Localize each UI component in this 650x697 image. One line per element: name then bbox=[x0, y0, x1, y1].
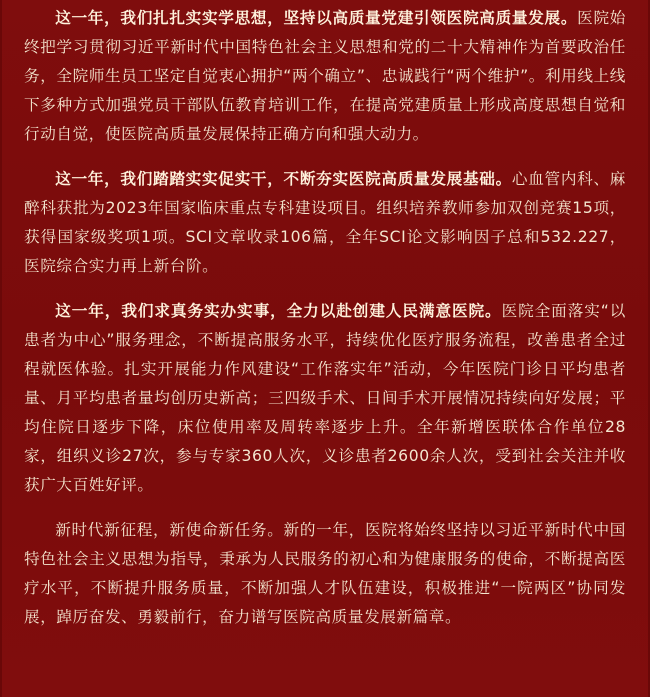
paragraph-lead: 这一年，我们扎扎实实学思想，坚持以高质量党建引领医院高质量发展。 bbox=[55, 9, 578, 27]
paragraph-text: 医院始终把学习贯彻习近平新时代中国特色社会主义思想和党的二十大精神作为首要政治任务，全院师生员工坚定自觉衷心拥护“两个确立”、忠诚践行“两个维护”。利用线上线下多种方式加强党员干部队伍教育培训工作，在提高党建质量上形成高度思想自觉和行动自觉，使医院高质量发展保持正确方向和强大动力。 bbox=[24, 9, 626, 143]
paragraph-development-foundation bbox=[24, 165, 626, 281]
paragraph-patient-satisfaction bbox=[24, 297, 626, 500]
paragraph-text: 心血管内科、麻醉科获批为2023年国家临床重点专科建设项目。组织培养教师参加双创竞赛15项，获得国家级奖项1项。SCI文章收录106篇，全年SCI论文影响因子总和532.227，医院综合实力再上新台阶。 bbox=[24, 170, 626, 275]
paragraph-lead: 这一年，我们求真务实办实事，全力以赴创建人民满意医院。 bbox=[55, 302, 502, 320]
paragraph-party-building bbox=[24, 4, 626, 149]
paragraph-lead: 这一年，我们踏踏实实促实干，不断夯实医院高质量发展基础。 bbox=[55, 170, 512, 188]
paragraph-new-journey bbox=[24, 516, 626, 632]
paragraph-text: 新时代新征程，新使命新任务。新的一年，医院将始终坚持以习近平新时代中国特色社会主义思想为指导，秉承为人民服务的初心和为健康服务的使命，不断提高医疗水平，不断提升服务质量，不断加强人才队伍建设，积极推进“一院两区”协同发展，踔厉奋发、勇毅前行，奋力谱写医院高质量发展新篇章。 bbox=[24, 521, 626, 626]
paragraph-text: 医院全面落实“以患者为中心”服务理念，不断提高服务水平，持续优化医疗服务流程，改善患者全过程就医体验。扎实开展能力作风建设“工作落实年”活动，今年医院门诊日平均患者量、月平均患者量均创历史新高；三四级手术、日间手术开展情况持续向好发展；平均住院日逐步下降，床位使用率及周转率逐步上升。全年新增医联体合作单位28家，组织义诊27次，参与专家360人次，义诊患者2600余人次，受到社会关注并收获广大百姓好评。 bbox=[24, 302, 626, 494]
